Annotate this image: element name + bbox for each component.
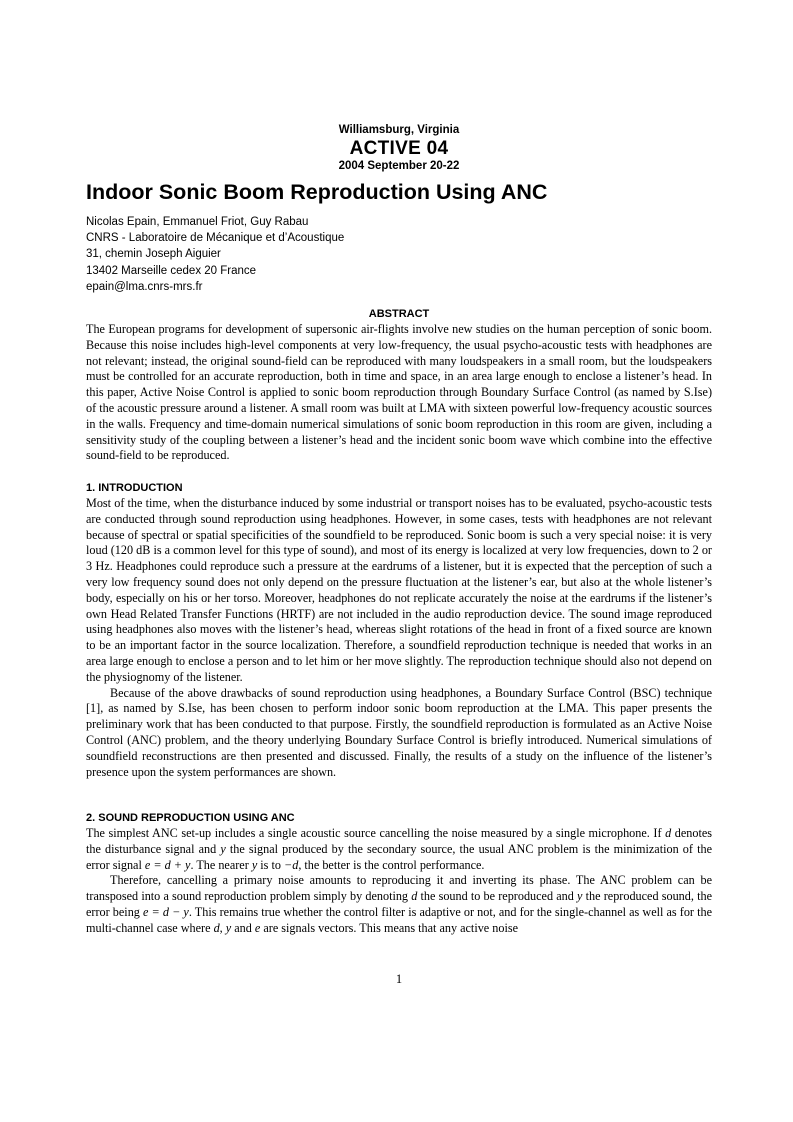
author-email: epain@lma.cnrs-mrs.fr [86,280,203,293]
section-1-body [86,496,712,780]
equation-error-reproduction: e = d − y [143,904,189,919]
section-2-heading: 2. SOUND REPRODUCTION USING ANC [86,812,295,824]
section-1-paragraph-2: Because of the above drawbacks of sound reproduction using headphones, a Boundary Surface Control (BSC) technique [1], as named by S.Ise, has been chosen to perform indoor sonic boom reproduction at the LMA. This paper presents the preliminary work that has been conducted to that purpose. Firstly, the soundfield reproduction is formulated as an Active Noise Control (ANC) problem, and the theory underlying Boundary Surface Control is briefly introduced. Numerical simulations of soundfield reconstructions are then presented and discussed. Finally, the results of a study on the influence of the listener’s presence upon the system performances are shown. [86,685,712,779]
section-2-paragraph-2: Therefore, cancelling a primary noise amounts to reproducing it and inverting its phase. The ANC problem can be transposed into a sound reproduction problem simply by denoting d the sound to be reproduced and y the reproduced sound, the error being e = d − y. This remains true whether the control filter is adaptive or not, and for the single-channel as well as for the multi-channel case where d, y and e are signals vectors. This means that any active noise [86,873,712,935]
abstract-heading: ABSTRACT [368,308,430,320]
abstract-text: The European programs for development of supersonic air-flights involve new studies on the human perception of sonic boom. Because this noise includes high-level components at very low-frequency, the usual psycho-acoustic tests with headphones are not relevant; instead, the original sound-field can be reproduced with many loudspeakers in a small room, but the loudspeakers must be controlled for an accurate reproduction, both in time and space, in an area large enough to enclose a listener’s head. In this paper, Active Noise Control is applied to sonic boom reproduction through Boundary Surface Control (as named by S.Ise) of the acoustic pressure around a listener. A small room was built at LMA with sixteen powerful low-frequency acoustic sources in the walls. Frequency and time-domain numerical simulations of sonic boom reproduction in this room are given, including a sensitivity study of the coupling between a listener’s head and the incident sonic boom wave which combine into the effective sound-field to be reproduced. [86,322,712,463]
author-block [86,214,712,295]
author-street: 31, chemin Joseph Aiguier [86,248,221,261]
author-city: 13402 Marseille cedex 20 France [86,264,257,277]
section-1-paragraph-1: Most of the time, when the disturbance induced by some industrial or transport noises has to be evaluated, psycho-acoustic tests are conducted through sound reproduction using headphones. However, in some cases, tests with headphones are not relevant because of spectral or spatial specificities of the soundfield to be reproduced. Sonic boom is such a very special noise: it is very loud (120 dB is a common level for this type of sound), and most of its energy is localized at very low frequencies, down to 2 or 3 Hz. Headphones could reproduce such a pressure at the eardrums of a listener, but it is expected that the perception of such a very low frequency sound does not only depend on the pressure fluctuation at the listener’s ear, but also at the whole listener’s body, especially on his or her torso. Moreover, headphones do not replicate accurately the noise at the eardrums if the listener’s own Head Related Transfer Functions (HRTF) are not included in the audio reproduction device. The sound image reproduced using headphones also moves with the listener’s head, whereas slight rotations of the head in front of a fixed source are known to be an important factor in the source localization. Therefore, a soundfield reproduction technique is needed that works in an area large enough to enclose a person and to let him or her move slightly. The reproduction technique should also not depend on the physiognomy of the listener. [86,496,712,684]
conference-name: ACTIVE 04 [349,138,449,159]
author-names: Nicolas Epain, Emmanuel Friot, Guy Rabau [86,216,309,228]
author-affiliation: CNRS - Laboratoire de Mécanique et d’Acoustique [86,232,345,245]
section-2-paragraph-1: The simplest ANC set-up includes a single acoustic source cancelling the noise measured by a single microphone. If d denotes the disturbance signal and y the signal produced by the secondary source, the usual ANC problem is the minimization of the error signal e = d + y. The nearer y is to −d, the better is the control performance. [86,826,712,872]
section-1-heading: 1. INTRODUCTION [86,482,183,494]
conference-date: 2004 September 20-22 [338,160,460,172]
equation-error-anc: e = d + y [144,857,191,872]
page-number: 1 [395,972,403,986]
conference-location: Williamsburg, Virginia [338,124,460,136]
paper-title: Indoor Sonic Boom Reproduction Using ANC [86,180,548,204]
section-2-body [86,826,712,937]
